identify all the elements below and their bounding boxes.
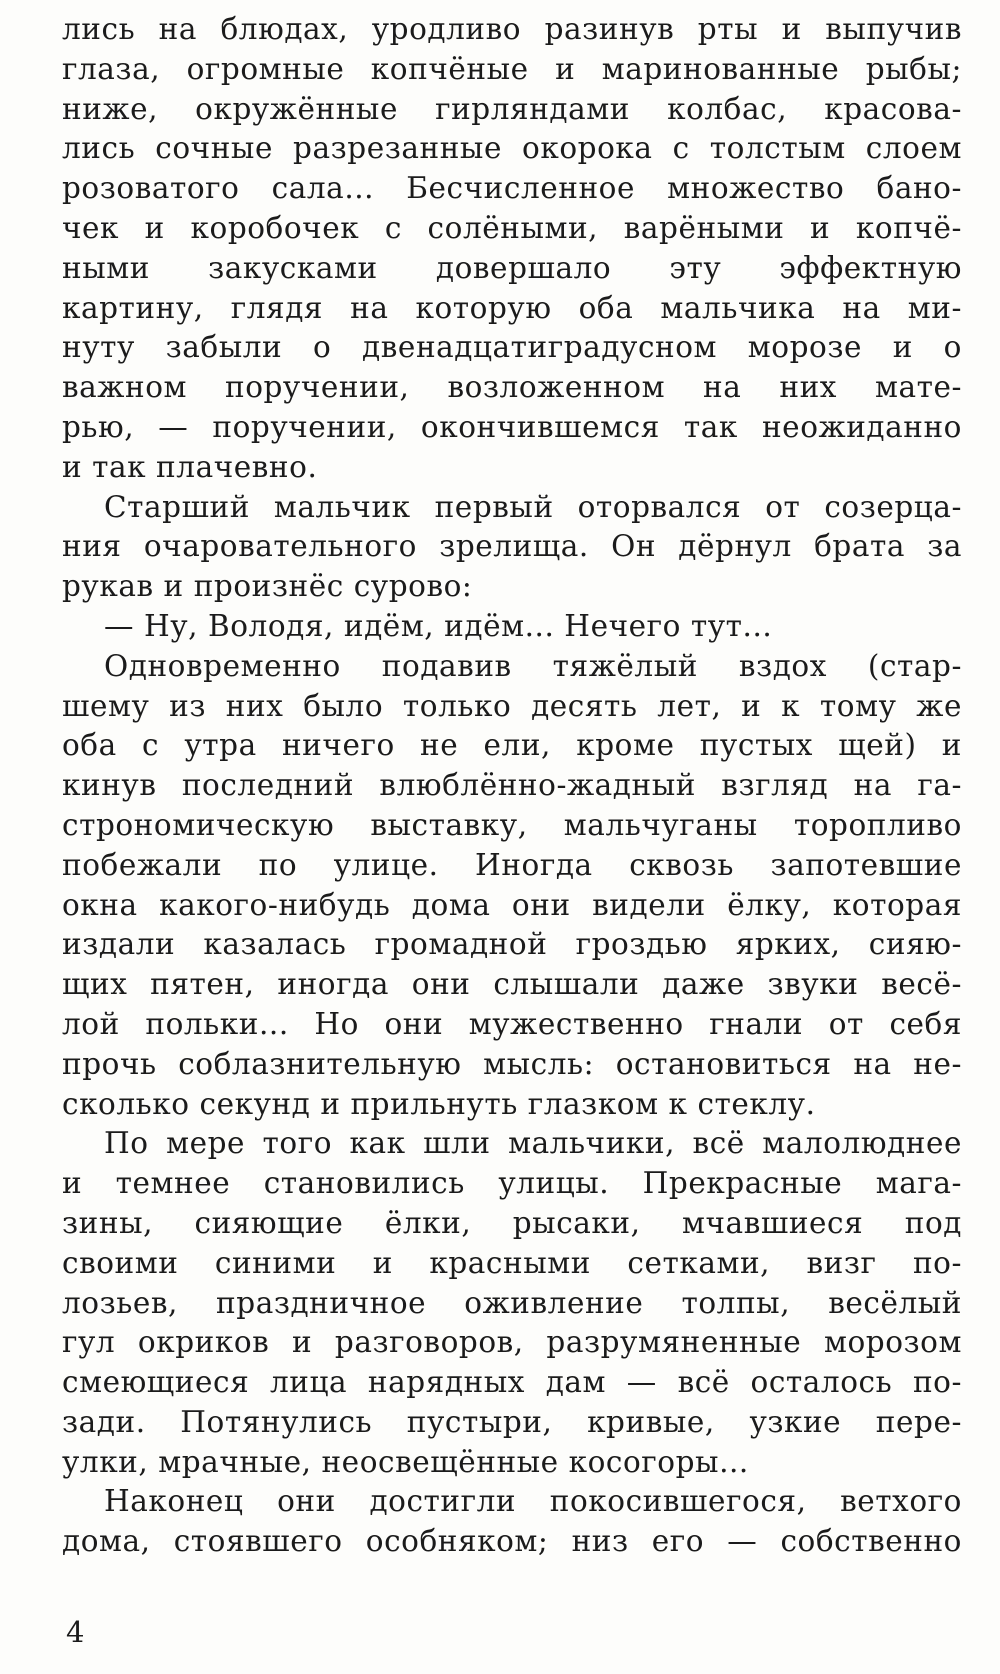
text-line: шему из них было только десять лет, и к тому же xyxy=(62,688,962,723)
text-line: щих пятен, иногда они слышали даже звуки весё- xyxy=(62,967,962,1002)
text-line: глаза, огромные копчёные и маринованные рыбы; xyxy=(62,51,962,86)
page-number: 4 xyxy=(66,1615,85,1649)
text-line: ными закусками довершало эту эффектную xyxy=(62,250,962,285)
text-line: розоватого сала... Бесчисленное множество бано- xyxy=(62,171,962,206)
text-line: смеющиеся лица нарядных дам — всё осталось по- xyxy=(62,1365,962,1400)
text-line: оба с утра ничего не ели, кроме пустых щей) и xyxy=(62,728,962,763)
text-line: зади. Потянулись пустыри, кривые, узкие пере- xyxy=(62,1404,962,1439)
text-line: По мере того как шли мальчики, всё малолюднее xyxy=(104,1126,962,1161)
text-line: рью, — поручении, окончившемся так неожиданно xyxy=(62,409,962,444)
text-line: лозьев, праздничное оживление толпы, весёлый xyxy=(62,1285,962,1320)
text-line: чек и коробочек с солёными, варёными и копчё- xyxy=(62,210,962,245)
text-line: сколько секунд и прильнуть глазком к стеклу. xyxy=(62,1086,816,1121)
text-line: важном поручении, возложенном на них мате- xyxy=(62,370,962,405)
text-line: лись на блюдах, уродливо разинув рты и выпучив xyxy=(62,12,962,46)
text-line: строномическую выставку, мальчуганы торопливо xyxy=(62,807,962,842)
text-line: ния очаровательного зрелища. Он дёрнул брата за xyxy=(62,529,962,564)
text-line: Одновременно подавив тяжёлый вздох (стар- xyxy=(104,648,962,683)
text-line: лой польки... Но они мужественно гнали от себя xyxy=(62,1006,962,1041)
text-line: и темнее становились улицы. Прекрасные мага- xyxy=(62,1166,962,1201)
text-line: гул окриков и разговоров, разрумяненные морозом xyxy=(62,1325,962,1360)
text-line: Старший мальчик первый оторвался от созерца- xyxy=(104,489,962,524)
text-line: и так плачевно. xyxy=(62,449,318,484)
text-line: картину, глядя на которую оба мальчика на ми- xyxy=(62,290,962,325)
text-line: дома, стоявшего особняком; низ его — собственно xyxy=(62,1524,962,1559)
text-line: Наконец они достигли покосившегося, ветхого xyxy=(104,1484,962,1519)
text-line: зины, сияющие ёлки, рысаки, мчавшиеся под xyxy=(62,1205,962,1240)
text-line: улки, мрачные, неосвещённые косогоры... xyxy=(62,1444,749,1479)
text-line: своими синими и красными сетками, визг по- xyxy=(62,1245,962,1280)
text-line: ниже, окружённые гирляндами колбас, красова- xyxy=(62,91,962,126)
text-line: лись сочные разрезанные окорока с толстым слоем xyxy=(62,131,962,166)
text-line: рукав и произнёс сурово: xyxy=(62,569,473,604)
text-line: прочь соблазнительную мысль: остановиться на не- xyxy=(62,1046,962,1081)
text-line: окна какого-нибудь дома они видели ёлку, которая xyxy=(62,887,962,922)
text-line: побежали по улице. Иногда сквозь запотевшие xyxy=(62,847,962,882)
text-line: нуту забыли о двенадцатиградусном морозе и о xyxy=(62,330,962,365)
text-line: кинув последний влюблённо-жадный взгляд на га- xyxy=(62,768,962,803)
body-text xyxy=(62,10,962,1562)
text-line: — Ну, Володя, идём, идём... Нечего тут... xyxy=(104,608,773,643)
text-line: издали казалась громадной гроздью ярких, сияю- xyxy=(62,927,962,962)
